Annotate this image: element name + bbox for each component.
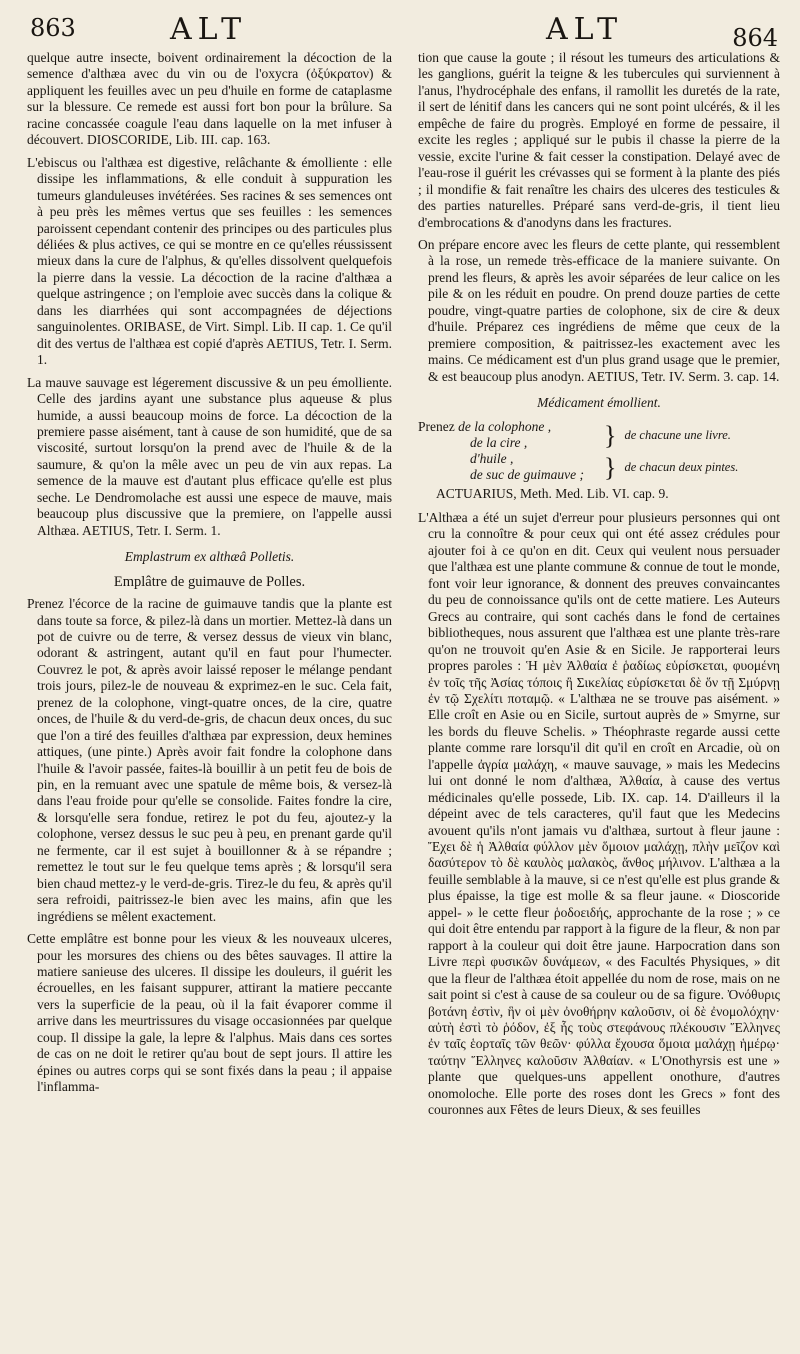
ingredient: d'huile , [470,451,514,467]
right-page-number: 864 [732,24,778,52]
brace-icon: } [604,452,617,482]
paragraph: L'Althæa a été un sujet d'erreur pour plusieurs personnes qui ont cru la connoître & pour ceux qui ont été assez crédules pour ajouter foi à ce qu'on en dit. Ceux qui veulent nous persuader que l'althæa est une plante commune & connue de tout le monde, font voir leur ignorance, & donnent des preuves convaincantes du peu de connoissance qu'ils ont de cette matiere. Les Auteurs Grecs au contraire, qui sont cachés dans le fond de certaines bibliotheques, nous assurent que l'althæa est une plante très-rare qu'on ne trouvoit qu'en Asie & en Sicile. Je rapporterai leurs propres paroles : Ἡ μὲν Ἀλθαία ἐ ῥαδίως εὑρίσκεται, φυομένη ἐν τοῖς τῆς Ἀσίας τόποις ἢ Σικελίας εὑρίσκεται δὲ ὅν τῇ Σμύρνῃ ἐν τῷ Σχελίτι ποταμῷ. « L'althæa ne se trouve pas aisément. » Elle croît en Asie ou en Sicile, surtout auprès de » Smyrne, sur les bords du fleuve Schelis. » Théophraste regarde aussi cette plante comme rare lorsqu'il dit qu'il en croît en Arcadie, où on l'appelle ἀγρία μαλάχη, « mauve sauvage, » mais les Medecins lui ont donné le nom d'althæa, Ἀλθαία, à cause des vertus médicinales qu'elle possede, Lib. IX. cap. 14. D'ailleurs il la dépeint avec de tels caracteres, qu'il faut que les Medecins avouent qu'ils n'ont jamais vu d'althæa, surtout à fleur jaune : Ἔχει δὲ ἡ Ἀλθαία φύλλον μὲν ὅμοιον μαλάχῃ, πλὴν μεῖζον καὶ δασύτερον τὸ δὲ καυλὸς μαλακὸς, ἄνθος μήλινον. L'althæa a la feuille semblable à la mauve, si ce n'est qu'elle est plus grande & plus épaisse, la tige est molle & sa fleur jaune. « Dioscoride appel- » le cette fleur ῥοδοειδής, approchante de la rose ; » ce qui doit être entendu par rapport à la figure de la fleur, & non par rapport à la couleur qui doit être jaune. Harpocration dans son Livre περὶ φυσικῶν δυνάμεων, « des Facultés Physiques, » dit que la fleur de l'althæa étoit appellée du nom de rose, mais on ne sait point si c'est à cause de sa couleur ou de sa figure. Ὀνόθυρις βοτάνη ἐστὶν, ἣν οἱ μὲν ὀνοθήρην καλοῦσιν, οἱ δὲ ἐνομολόχην· αὐτὴ ἐστὶ τὸ ῥόδον, ἐξ ἧς τοὺς στεφάνους πλέκουσιν Ἕλληνες ἐν ταῖς ἑορταῖς τῶν θεῶν· φύλλα ἔχουσα ὅμοια μαλάχῃ ἡμέρῳ· ταύτην Ἕλληνες καλοῦσιν Ἀλθαίαν. « L'Onothyrsis est une » plante que quelques-uns appellent onothure, d'autres onomoloche. Elle porte des roses dont les Grecs » font des couronnes aux Fêtes de leurs Dieux, & ses feuilles [418,509,780,1118]
ingredient: de la cire , [470,435,528,451]
paragraph: L'ebiscus ou l'althæa est digestive, relâchante & émolliente : elle dissipe les inflammations, & elle conduit à suppuration les tumeurs glanduleuses invétérées. Ses racines & ses semences ont à peu près les mêmes vertus que ses feuilles : les semences paroissent cependant contenir des principes ou des particules plus déliées & plus actives, ce qui se montre en ce qu'elles réussissent mieux dans la cure de l'alphus, & qu'elles dissolvent quelquefois la pierre dans la vessie. La décoction de la racine d'althæa a quelque astringence ; on l'emploie avec succès dans la colique & dans les diarrhées qui sont accompagnées de déjections sanguinolentes. ORIBASE, de Virt. Simpl. Lib. II cap. 1. Ce qu'il dit des vertus de l'althæa est copié d'après AETIUS, Tetr. I. Serm. 1. [27,154,392,368]
recipe-group [418,452,780,484]
section-heading-latin: Emplastrum ex althæâ Polletis. [124,549,295,565]
right-column [418,50,780,1125]
left-headword: ALT [170,12,248,47]
running-header [0,6,800,52]
paragraph: tion que cause la goute ; il résout les tumeurs des articulations & les ganglions, guérit la teigne & les tubercules qui surviennent à l'anus, l'hydrocéphale des enfans, il ramollit les duretés de la rate, il sert de lénitif dans les cancers qui ne sont point ulcérés, & il les empêche de faire du progrès. Employé en forme de pessaire, il excite les regles ; appliqué sur le pubis il chasse la pierre de la vessie, excite l'urine & fait cesser la constipation. Delayé avec de l'eau-rose il guérit les crévasses qui se forment à la plante des piés ; il mondifie & fait renaître les chairs des ulceres des testicules & des parties naturelles. Préparé sans verd-de-gris, il tient lieu d'embrocations & d'anodyns dans les fractures. [418,50,780,230]
left-page-number: 863 [30,14,76,42]
paragraph: quelque autre insecte, boivent ordinairement la décoction de la semence d'althæa avec du vin ou de l'oxycra (ὀξύκρατον) & appliquent les feuilles avec un peu d'huile en forme de cataplasme sur la blessure. Ce remede est aussi fort bon pour la brûlure. Sa racine concassée coagule l'eau dans laquelle on la met infuser à découvert. DIOSCORIDE, Lib. III. cap. 163. [27,50,392,148]
paragraph: La mauve sauvage est légerement discussive & un peu émolliente. Celle des jardins ayant une substance plus aqueuse & plus humide, a aussi beaucoup moins de force. La décoction de la premiere passe aisément, tant à cause de son humidité, que de sa viscosité, surtout lorsqu'on la prend avec de l'huile & de la saumure, & qu'on la mêle avec un peu de vin aux repas. La semence de la mauve est d'autant plus efficace qu'elle est plus seche. Le Dendromolache est aussi une espece de mauve, mais beaucoup plus discussive que la premiere, on l'appelle aussi Althæa. AETIUS, Tetr. I. Serm. 1. [27,374,392,538]
recipe-source: ACTUARIUS, Meth. Med. Lib. VI. cap. 9. [436,485,669,501]
ingredient: de suc de guimauve ; [470,467,584,483]
section-heading-french: Emplâtre de guimauve de Polles. [113,573,306,590]
paragraph: Cette emplâtre est bonne pour les vieux & les nouveaux ulceres, pour les morsures des chiens ou des bêtes sauvages. Il attire la matiere sanieuse des ulceres. Il dissipe les douleurs, il guérit les écrouelles, en les faisant suppurer, attirant la matiere peccante vers la superficie de la peau, où il la fait évaporer comme il arrive dans les meurtrissures du visage occasionnées par quelque coup. Il dissipe la gale, la lepre & l'alphus. Mais dans ces sortes de cas on ne doit le retirer qu'au bout de sept jours. Il attire les épines ou autres corps qui se sont fixés dans la peau ; il appaise l'inflamma- [27,931,392,1095]
quantity: de chacun deux pintes. [624,460,739,475]
left-column [27,50,392,1102]
recipe-lead: Prenez [418,419,455,435]
paragraph: Prenez l'écorce de la racine de guimauve tandis que la plante est dans toute sa force, & pilez-là dans un mortier. Mettez-là dans un pot de cuivre ou de terre, & versez dessus de vieux vin blanc, odorant & astringent, autant qu'il en faut pour l'humecter. Couvrez le pot, & après avoir laissé reposer le mélange pendant trois jours, pilez-le de nouveau & exprimez-en le suc. Cela fait, prenez de la colophone, vingt-quatre onces, de la cire, quatre onces, de l'huile & du verd-de-gris, de chacun deux onces, du suc que l'on a tiré des feuilles d'althæa par expression, deux hemines attiques, (une pinte.) Après avoir fait fondre la colophone dans l'huile & l'avoir passée, faites-là bouillir à un petit feu de bois de pin, en la remuant avec une spatule de même bois, & versez-là dans l'eau froide pour qu'elle se consolide. Faites fondre la cire, & lorsqu'elle sera fondue, retirez le pot du feu, ajoutez-y la colophone, versez dessus le suc peu à peu, en prenant garde qu'il ne fermente, car il est sujet à bouillonner & à se répandre ; remettez le tout sur le feu quelque tems après ; & lorsqu'il sera bien chaud mettez-y le verd-de-gris. Tirez-le du feu, & après qu'il sera refroidi, paitrissez-le bien avec les mains, afin que les ingrédiens se mêlent exactement. [27,596,392,924]
paragraph: On prépare encore avec les fleurs de cette plante, qui ressemblent à la rose, un remede très-efficace de la maniere suivante. On prend les fleurs, & après les avoir séparées de leur calice on les pile & on les réduit en poudre. On prend douze parties de cette poudre, vingt-quatre parties de colophone, six de cire & deux d'huile. Préparez ces ingrédiens de même que ceux de la premiere composition, & paitrissez-les exactement avec les mains. Ce médicament est d'un plus grand usage que le premier, & est beaucoup plus anodyn. AETIUS, Tetr. IV. Serm. 3. cap. 14. [418,236,780,384]
right-headword: ALT [546,12,624,47]
ingredient: de la colophone , [458,419,552,435]
recipe-block [418,420,780,502]
section-heading: Médicament émollient. [537,395,661,411]
quantity: de chacune une livre. [624,428,731,443]
brace-icon: } [604,420,617,450]
recipe-group [418,420,780,452]
